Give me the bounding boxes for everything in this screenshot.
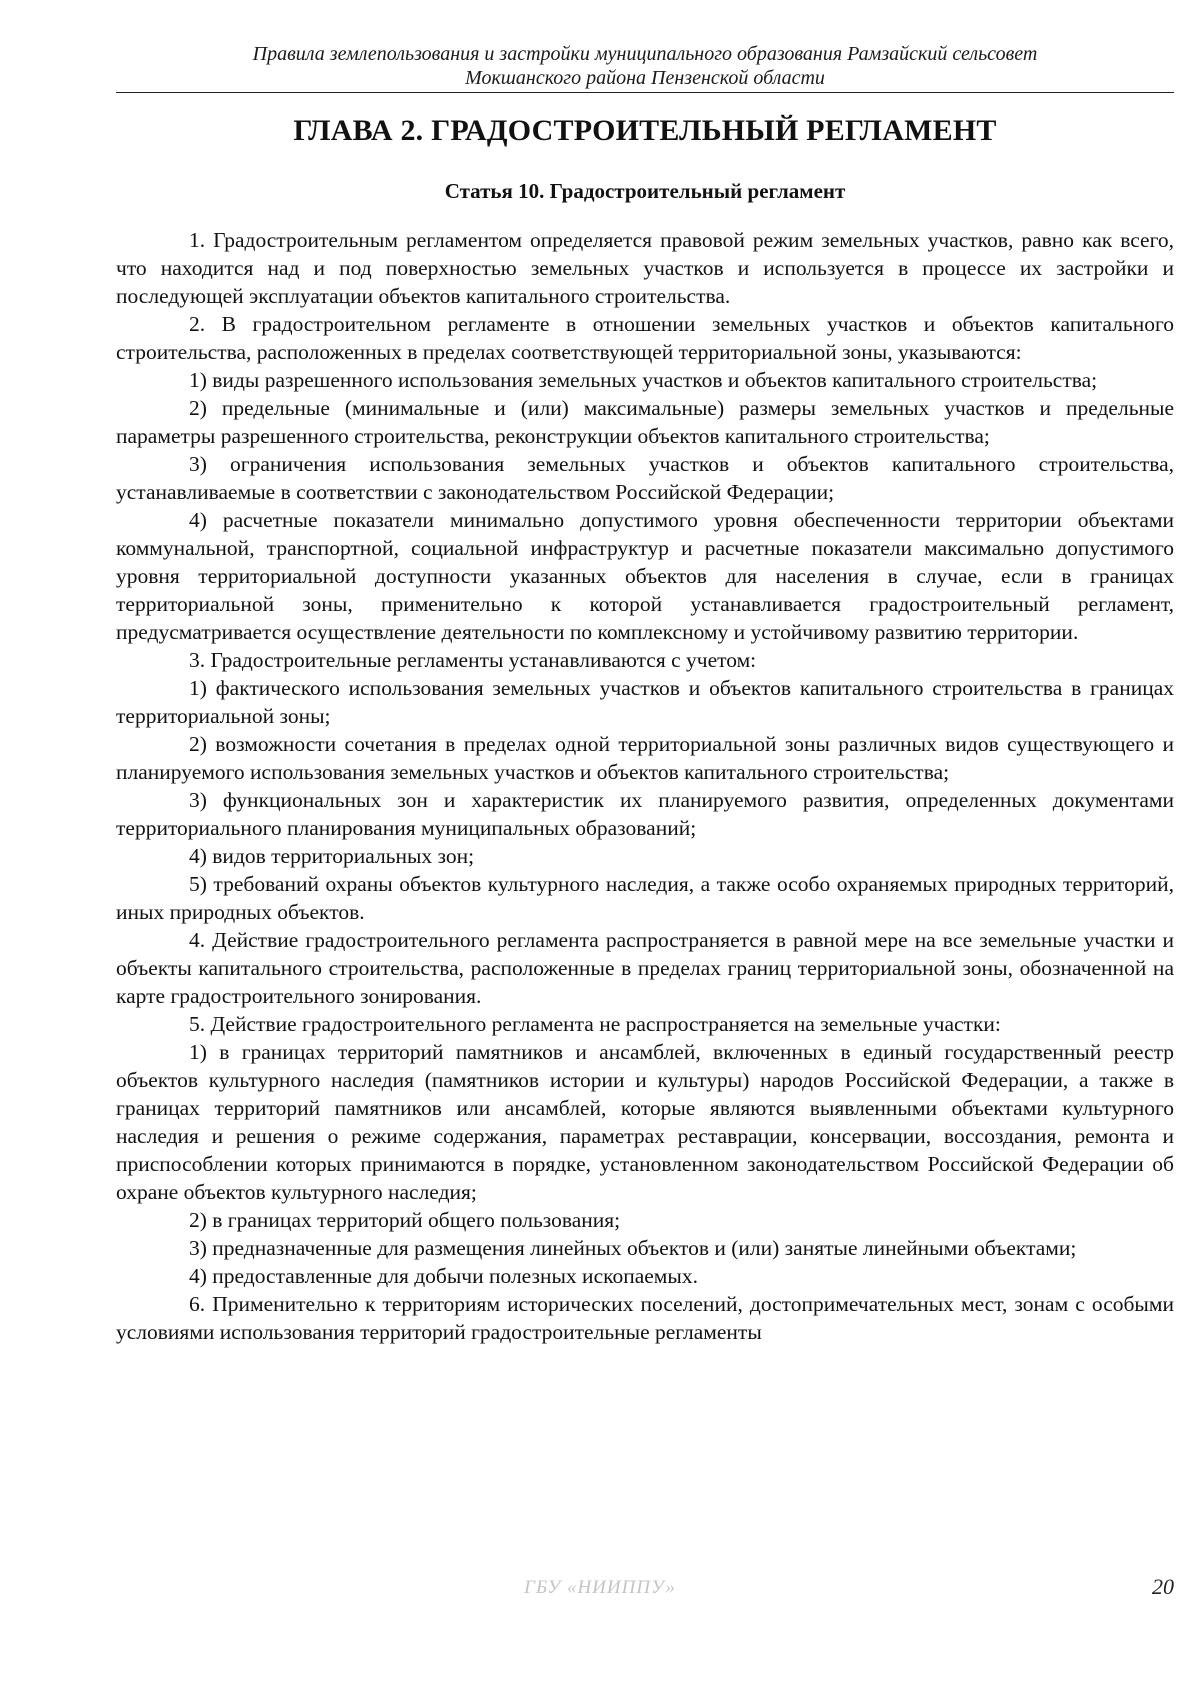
- running-header-line-1: Правила землепользования и застройки муниципального образования Рамзайский сельсовет: [252, 43, 1038, 65]
- paragraph: 2. В градостроительном регламенте в отношении земельных участков и объектов капитального строительства, расположенных в пределах соответствующей территориальной зоны, указываются:: [116, 312, 1174, 364]
- paragraph: 2) в границах территорий общего пользования;: [189, 1208, 621, 1232]
- paragraph: 1) фактического использования земельных участков и объектов капитального строительства в границах территориальной зоны;: [116, 676, 1174, 728]
- paragraph: 1) в границах территорий памятников и ансамблей, включенных в единый государственный реестр объектов культурного наследия (памятников истории и культуры) народов Российской Федерации, а также в границах территорий памятников или ансамблей, которые являются выявленными объектами культурного наследия и решения о режиме содержания, параметрах реставрации, консервации, воссоздания, ремонта и приспособлении которых принимаются в порядке, установленном законодательством Российской Федерации об охране объектов культурного наследия;: [116, 1040, 1174, 1204]
- page-number: 20: [1152, 1574, 1174, 1599]
- paragraph: 3) предназначенные для размещения линейных объектов и (или) занятые линейными объектами;: [189, 1236, 1077, 1260]
- paragraph: 4) видов территориальных зон;: [189, 844, 475, 868]
- paragraph: 3. Градостроительные регламенты устанавливаются с учетом:: [189, 648, 757, 672]
- paragraph: 1. Градостроительным регламентом определяется правовой режим земельных участков, равно как всего, что находится над и под поверхностью земельных участков и используется в процессе их застройки и последующей эксплуатации объектов капитального строительства.: [116, 228, 1174, 308]
- footer-organization: ГБУ «НИИППУ»: [524, 1577, 676, 1598]
- paragraph: 6. Применительно к территориям исторических поселений, достопримечательных мест, зонам с особыми условиями использования территорий градостроительные регламенты: [116, 1292, 1174, 1344]
- running-header: [120, 42, 1170, 90]
- paragraph: 2) предельные (минимальные и (или) максимальные) размеры земельных участков и предельные параметры разрешенного строительства, реконструкции объектов капитального строительства;: [116, 396, 1174, 448]
- paragraph: 4. Действие градостроительного регламента распространяется в равной мере на все земельные участки и объекты капитального строительства, расположенные в пределах границ территориальной зоны, обозначенной на карте градостроительного зонирования.: [116, 928, 1174, 1008]
- paragraph: 4) предоставленные для добычи полезных ископаемых.: [189, 1264, 698, 1288]
- paragraph: 4) расчетные показатели минимально допустимого уровня обеспеченности территории объектами коммунальной, транспортной, социальной инфраструктур и расчетные показатели максимально допустимого уровня территориальной доступности указанных объектов для населения в случае, если в границах территориальной зоны, применительно к которой устанавливается градостроительный регламент, предусматривается осуществление деятельности по комплексному и устойчивому развитию территории.: [116, 508, 1174, 644]
- paragraph: 3) функциональных зон и характеристик их планируемого развития, определенных документами территориального планирования муниципальных образований;: [116, 788, 1174, 840]
- article-body: [116, 226, 1174, 1346]
- paragraph: 5. Действие градостроительного регламента не распространяется на земельные участки:: [189, 1012, 1001, 1036]
- header-divider: [116, 92, 1174, 93]
- paragraph: 1) виды разрешенного использования земельных участков и объектов капитального строительства;: [189, 368, 1098, 392]
- article-title: Статья 10. Градостроительный регламент: [444, 179, 846, 203]
- running-header-line-2: Мокшанского района Пензенской области: [465, 67, 825, 89]
- chapter-title: ГЛАВА 2. ГРАДОСТРОИТЕЛЬНЫЙ РЕГЛАМЕНТ: [293, 114, 997, 147]
- paragraph: 3) ограничения использования земельных участков и объектов капитального строительства, устанавливаемые в соответствии с законодательством Российской Федерации;: [116, 452, 1174, 504]
- paragraph: 2) возможности сочетания в пределах одной территориальной зоны различных видов существующего и планируемого использования земельных участков и объектов капитального строительства;: [116, 732, 1174, 784]
- paragraph: 5) требований охраны объектов культурного наследия, а также особо охраняемых природных территорий, иных природных объектов.: [116, 872, 1174, 924]
